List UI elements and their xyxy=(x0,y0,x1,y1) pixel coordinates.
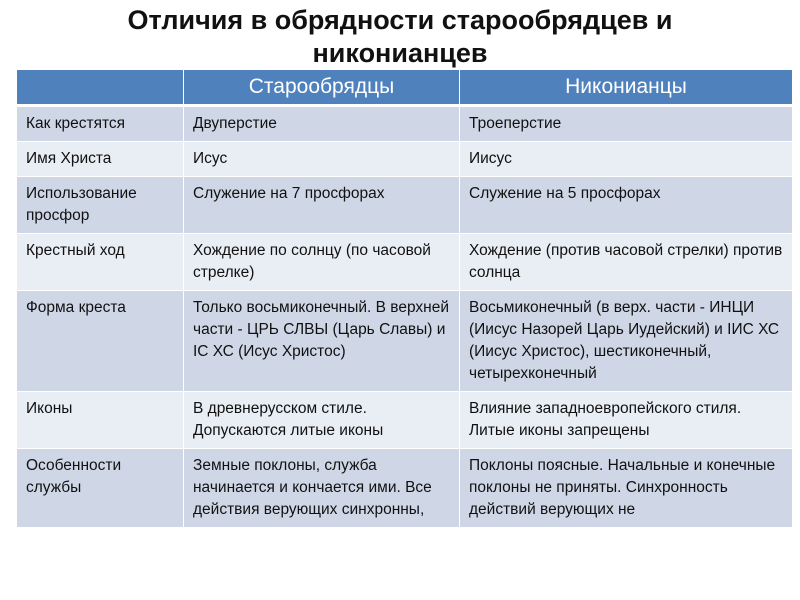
old-believers-cell: Служение на 7 просфорах xyxy=(184,177,460,234)
slide-title-line-2: никонианцев xyxy=(312,38,488,68)
header-cell-aspect xyxy=(17,70,184,106)
old-believers-cell: Двуперстие xyxy=(184,106,460,142)
comparison-table-container xyxy=(16,69,792,600)
aspect-cell: Форма креста xyxy=(17,291,184,392)
slide-title xyxy=(0,4,800,70)
old-believers-cell: Земные поклоны, служба начинается и кончается ими. Все действия верующих синхронны, xyxy=(184,449,460,528)
old-believers-cell: В древнерусском стиле. Допускаются литые иконы xyxy=(184,392,460,449)
aspect-cell: Иконы xyxy=(17,392,184,449)
table-row xyxy=(17,106,793,142)
nikonians-cell: Восьмиконечный (в верх. части - ИНЦИ (Иисус Назорей Царь Иудейский) и IИС ХС (Иисус Христос), шестиконечный, четырехконечный xyxy=(460,291,793,392)
table-row xyxy=(17,449,793,528)
table-row xyxy=(17,177,793,234)
old-believers-cell: Исус xyxy=(184,142,460,177)
nikonians-cell: Служение на 5 просфорах xyxy=(460,177,793,234)
table-row xyxy=(17,392,793,449)
aspect-cell: Имя Христа xyxy=(17,142,184,177)
table-row xyxy=(17,142,793,177)
header-cell-nikonians: Никонианцы xyxy=(460,70,793,106)
old-believers-cell: Только восьмиконечный. В верхней части - ЦРЬ СЛВЫ (Царь Славы) и IС ХС (Исус Христос) xyxy=(184,291,460,392)
table-row xyxy=(17,291,793,392)
table-row xyxy=(17,234,793,291)
old-believers-cell: Хождение по солнцу (по часовой стрелке) xyxy=(184,234,460,291)
slide-title-line-1: Отличия в обрядности старообрядцев и xyxy=(127,5,673,35)
nikonians-cell: Хождение (против часовой стрелки) против солнца xyxy=(460,234,793,291)
nikonians-cell: Поклоны поясные. Начальные и конечные поклоны не приняты. Синхронность действий верующих не xyxy=(460,449,793,528)
aspect-cell: Особенности службы xyxy=(17,449,184,528)
aspect-cell: Крестный ход xyxy=(17,234,184,291)
header-cell-old-believers: Старообрядцы xyxy=(184,70,460,106)
aspect-cell: Как крестятся xyxy=(17,106,184,142)
nikonians-cell: Иисус xyxy=(460,142,793,177)
nikonians-cell: Троеперстие xyxy=(460,106,793,142)
comparison-table xyxy=(16,69,792,528)
nikonians-cell: Влияние западноевропейского стиля. Литые иконы запрещены xyxy=(460,392,793,449)
aspect-cell: Использование просфор xyxy=(17,177,184,234)
table-header-row xyxy=(17,70,793,106)
